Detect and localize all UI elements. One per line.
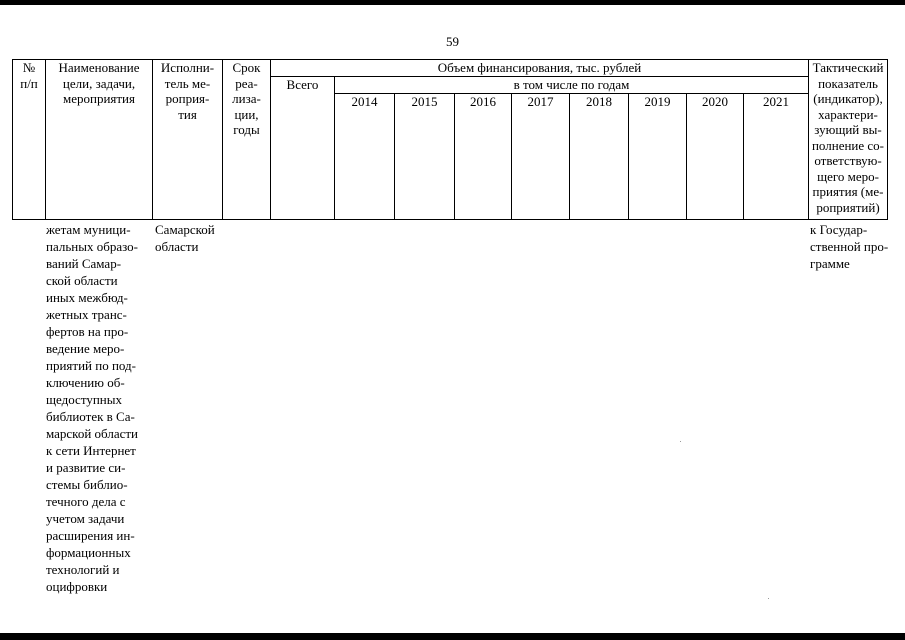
header-year-2017: 2017	[527, 94, 554, 109]
header-by-years: в том числе по годам	[513, 77, 630, 92]
row-indicator-text: к Государ- ственной про- грамме	[810, 222, 889, 271]
header-year-2019: 2019	[644, 94, 671, 109]
header-year-2016: 2016	[470, 94, 496, 109]
header-year-2018: 2018	[586, 94, 612, 109]
header-name: Наименование цели, задачи, мероприятия	[58, 60, 140, 106]
header-year-2021: 2021	[763, 94, 789, 109]
header-year-2020: 2020	[702, 94, 728, 109]
row-executor-text: Самарской области	[155, 222, 215, 254]
header-number: № п/п	[20, 60, 38, 91]
header-year-2014: 2014	[351, 94, 378, 109]
header-funding-title: Объем финансирования, тыс. рублей	[437, 60, 642, 75]
page-number: 59	[446, 34, 459, 49]
header-executor: Исполни- тель ме- роприя- тия	[160, 60, 215, 122]
scan-speck	[768, 598, 769, 599]
bottom-border	[0, 633, 905, 640]
header-indicator: Тактический показатель (индикатор), характери- зующий вы- полнение со- ответствую- щего меро- приятия (ме- роприятий)	[811, 60, 885, 215]
row-name-text: жетам муници- пальных образо- ваний Самар- ской области иных межбюд- жетных транс- фертов на про- ведение меро- приятий по под- ключению об- щедоступных библиотек в Са- марской области к сети Интернет и развитие си- стемы библио- течного дела с учетом задачи расширения ин- формационных технологий и оцифровки	[46, 222, 138, 594]
header-total: Всего	[286, 77, 319, 92]
header-year-2015: 2015	[411, 94, 438, 109]
scan-speck	[680, 441, 681, 442]
top-border	[0, 0, 905, 5]
header-term: Срок реа- лиза- ции, годы	[232, 60, 261, 137]
